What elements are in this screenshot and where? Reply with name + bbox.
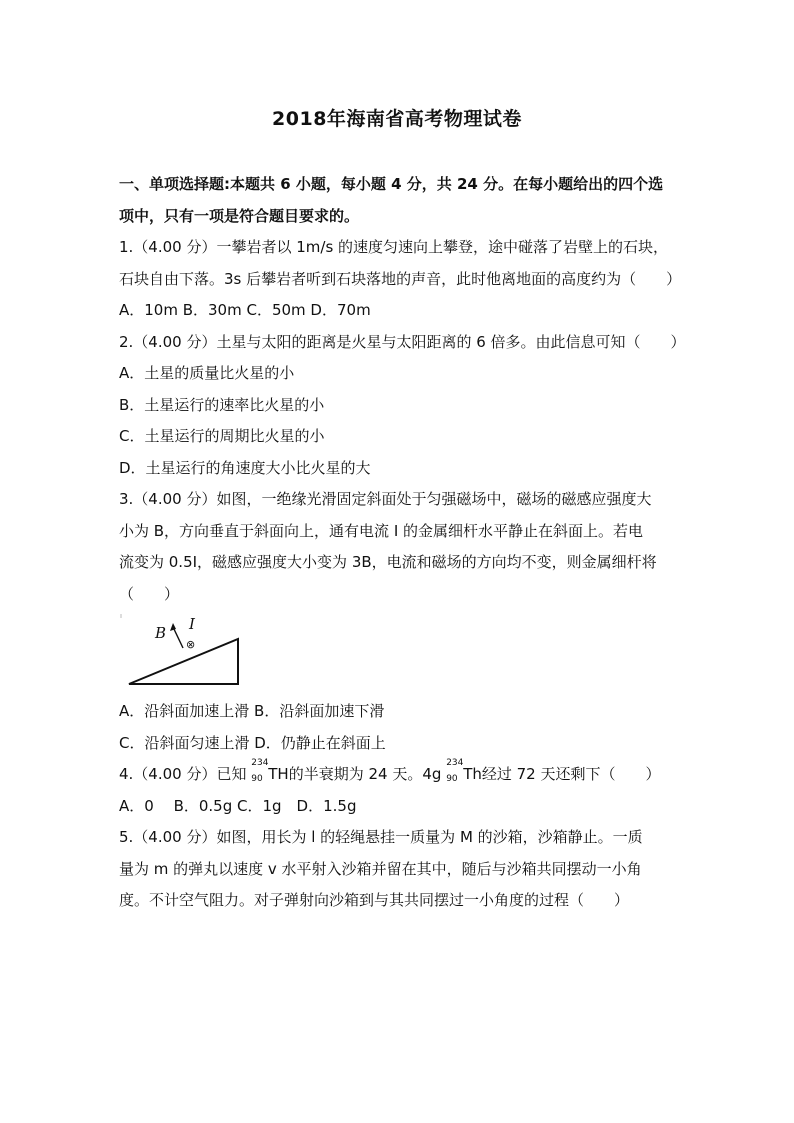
question-2 [119, 327, 686, 485]
question-3-stem-line: 3.（4.00 分）如图，一绝缘光滑固定斜面处于匀强磁场中，磁场的磁感应强度大 [119, 490, 652, 508]
nuclide-notation [251, 758, 269, 784]
question-4-stem [119, 759, 679, 791]
question-1-stem-line: 1.（4.00 分）一攀岩者以 1m/s 的速度匀速向上攀登，途中碰落了岩壁上的石块， [119, 238, 669, 256]
question-5-stem-line: 量为 m 的弹丸以速度 v 水平射入沙箱并留在其中，随后与沙箱共同摆动一小角 [119, 859, 642, 878]
nuclide-notation [446, 758, 464, 784]
exam-content [119, 168, 686, 917]
question-4-suffix: 经过 72 天还剩下（ ） [481, 765, 661, 783]
field-arrow [173, 627, 183, 648]
question-1-stem-line: 石块自由下落。3s 后攀岩者听到石块落地的声音，此时他离地面的高度约为（ ） [119, 269, 682, 288]
mass-number: 234 [251, 758, 269, 768]
element-symbol: TH [268, 765, 289, 783]
question-5-stem-line: 度。不计空气阻力。对子弹射向沙箱到与其共同摆过一小角度的过程（ ） [119, 891, 630, 909]
question-2-option-d: D．土星运行的角速度大小比火星的大 [119, 458, 371, 477]
question-5-stem-line: 5.（4.00 分）如图，用长为 l 的轻绳悬挂一质量为 M 的沙箱，沙箱静止。一质 [119, 828, 643, 846]
question-1 [119, 232, 682, 327]
section-heading-line: 项中，只有一项是符合题目要求的。 [119, 207, 360, 225]
question-3-stem-line: （ ） [119, 584, 180, 603]
question-4-middle: 的半衰期为 24 天。4g [288, 765, 442, 783]
question-4 [119, 759, 679, 822]
section-heading-line: 一、单项选择题:本题共 6 小题，每小题 4 分，共 24 分。在每小题给出的四个选 [119, 175, 664, 193]
question-3-stem-line: 流变为 0.5I，磁感应强度大小变为 3B，电流和磁场的方向均不变，则金属细杆将 [119, 553, 657, 571]
question-4-prefix: 4.（4.00 分）已知 [119, 765, 247, 783]
question-2-option-c: C．土星运行的周期比火星的小 [119, 427, 325, 445]
question-4-options: A．0 B．0.5g C．1g D．1.5g [119, 796, 357, 815]
label-B: B [155, 624, 167, 642]
atomic-number: 90 [446, 774, 458, 784]
question-3 [119, 484, 679, 759]
label-I: I [189, 615, 195, 633]
question-3-options: A．沿斜面加速上滑 B．沿斜面加速下滑 [119, 702, 385, 720]
question-3-stem-line: 小为 B，方向垂直于斜面向上，通有电流 I 的金属细杆水平静止在斜面上。若电 [119, 521, 644, 540]
section-heading [119, 168, 679, 232]
question-2-option-b: B．土星运行的速率比火星的小 [119, 395, 325, 414]
question-1-options: A．10m B．30m C．50m D．70m [119, 301, 371, 319]
element-symbol: Th [463, 765, 482, 783]
incline-diagram [119, 612, 249, 694]
question-5 [119, 822, 679, 917]
incline-triangle [129, 639, 238, 684]
question-2-stem: 2.（4.00 分）土星与太阳的距离是火星与太阳距离的 6 倍多。由此信息可知（ ） [119, 332, 686, 351]
question-3-options: C．沿斜面匀速上滑 D．仍静止在斜面上 [119, 733, 386, 752]
atomic-number: 90 [251, 774, 263, 784]
mass-number: 234 [446, 758, 464, 768]
current-into-page-icon: ⊗ [186, 638, 196, 651]
incline-figure [119, 612, 679, 694]
question-2-option-a: A．土星的质量比火星的小 [119, 364, 295, 382]
page-title: 2018年海南省高考物理试卷 [272, 108, 522, 130]
